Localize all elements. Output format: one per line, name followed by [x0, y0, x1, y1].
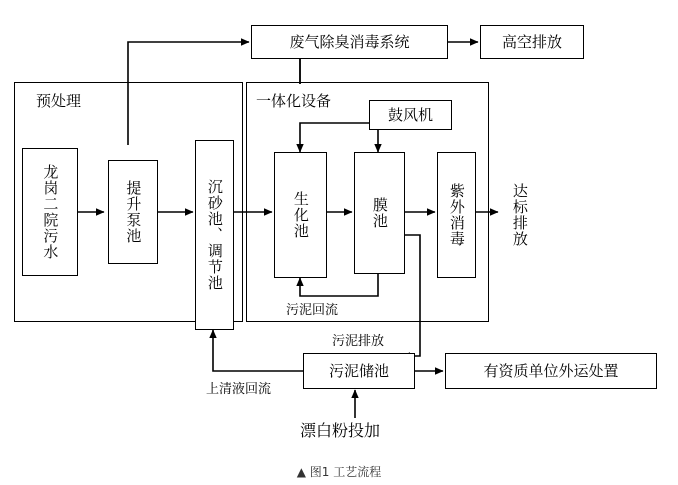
- node-uv[interactable]: [437, 152, 476, 278]
- node-discharge-standard[interactable]: [500, 152, 539, 278]
- node-deodorize-label: 废气除臭消毒系统: [289, 32, 410, 51]
- group-pretreatment-label: 预处理: [36, 92, 82, 110]
- node-sludge-tank-label: 污泥储池: [328, 361, 389, 380]
- annotation-sludge-discharge: 污泥排放: [332, 334, 385, 349]
- annotation-sludge-return: 污泥回流: [286, 303, 339, 318]
- node-blower[interactable]: [369, 100, 452, 130]
- node-external-disposal-label: 有资质单位外运处置: [483, 361, 619, 380]
- node-membrane-label: 膜池: [370, 197, 389, 229]
- node-lift-pump[interactable]: [108, 160, 158, 264]
- node-influent-label: 龙岗二院污水: [41, 164, 60, 260]
- node-biochem[interactable]: [274, 152, 327, 278]
- node-deodorize[interactable]: [251, 25, 448, 59]
- node-lift-pump-label: 提升泵池: [124, 180, 143, 244]
- node-grit-adjust[interactable]: [195, 140, 234, 330]
- node-external-disposal[interactable]: [445, 353, 657, 389]
- node-blower-label: 鼓风机: [387, 105, 433, 124]
- group-integrated-equipment-label: 一体化设备: [256, 92, 332, 110]
- annotation-bleach-dosing: 漂白粉投加: [300, 421, 381, 440]
- node-uv-label: 紫外消毒: [447, 183, 466, 247]
- node-high-altitude[interactable]: [480, 25, 584, 59]
- node-influent[interactable]: [22, 148, 78, 276]
- node-discharge-standard-label: 达标排放: [510, 183, 529, 247]
- node-grit-adjust-label: 沉砂池、调节池: [205, 179, 224, 291]
- annotation-supernatant-return: 上清液回流: [206, 382, 272, 397]
- node-biochem-label: 生化池: [291, 191, 310, 239]
- figure-caption: ▲ 图1 工艺流程: [296, 465, 382, 479]
- node-membrane[interactable]: [354, 152, 405, 274]
- node-high-altitude-label: 高空排放: [501, 32, 562, 51]
- node-sludge-tank[interactable]: [303, 353, 415, 389]
